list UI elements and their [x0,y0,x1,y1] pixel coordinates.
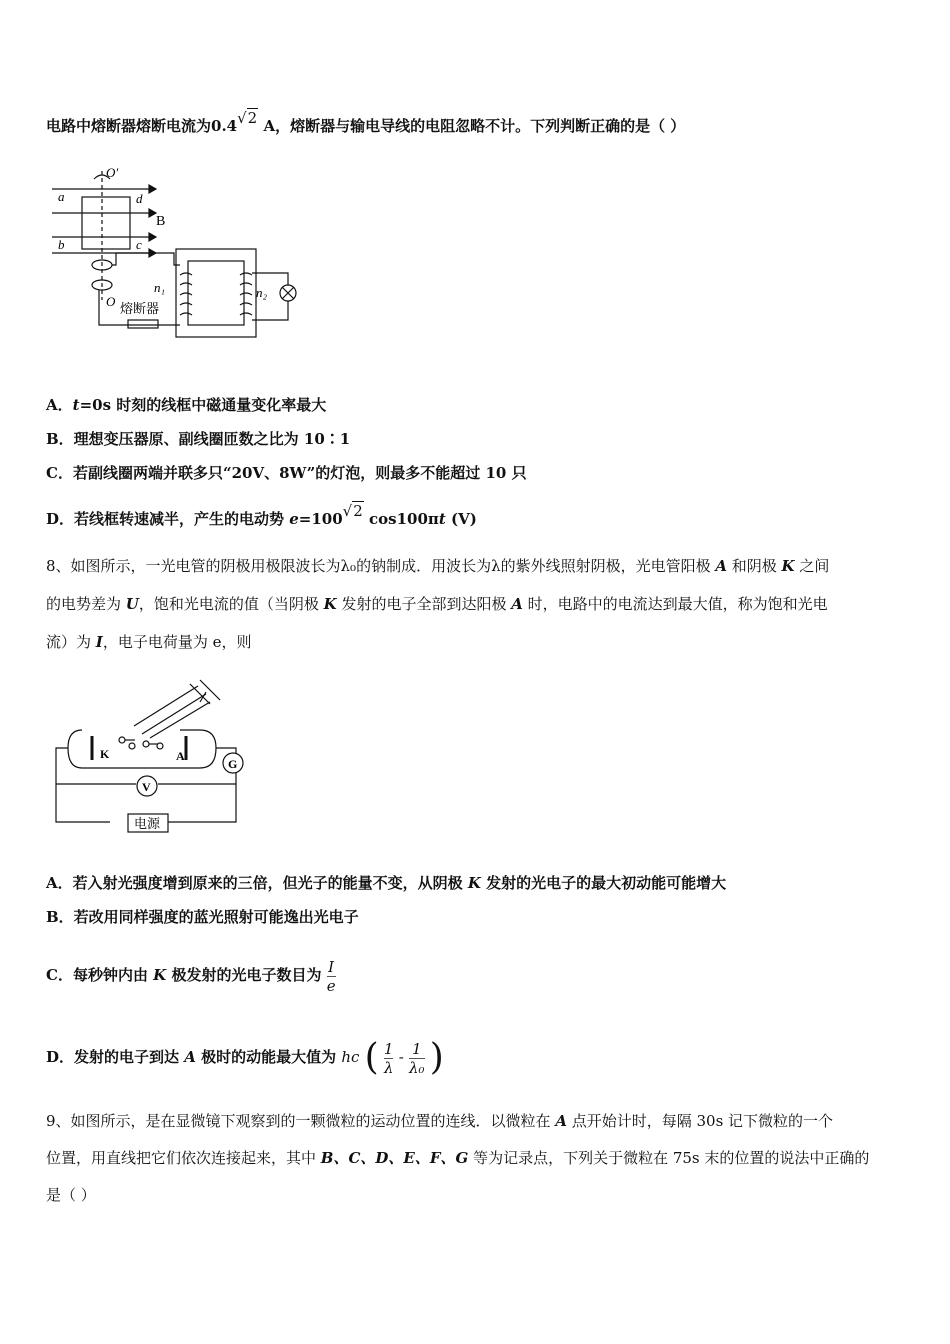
label-o: O [106,294,116,309]
q8-option-d[interactable]: D．发射的电子到达 A 极时的动能最大值为 hc ( $\frac{1}{\lambda}$ - $\frac{1}{\text{λ₀}}$ ) [46,1037,444,1078]
q7-option-b[interactable]: B．理想变压器原、副线圈匝数之比为 10∶1 [46,430,351,448]
q8-stem-line1 [46,556,829,576]
q7-option-d-prefix: D．若线框转速减半，产生的电动势 [46,510,290,528]
label-d: d [136,191,143,206]
label-fuse: 熔断器 [120,301,160,316]
q8-l2-b: ，饱和光电流的值（当阴极 [138,595,324,613]
q9-l2-a: 位置，用直线把它们依次连接起来，其中 [46,1149,321,1167]
q7-option-a-text: =0s 时刻的线框中磁通量变化率最大 [79,396,327,414]
q8-l1-a: 8、如图所示，一光电管的阴极用极限波长为λ₀的钠制成．用波长为λ的紫外线照射阴极，光电管阳极 [46,557,716,575]
q7-option-d-eq: =100 [298,510,343,528]
q8-l2-c: 发射的电子全部到达阳极 [336,595,512,613]
frac-num: 1 [409,1040,425,1059]
label-V: V [142,780,151,794]
q8-option-a-K: K [467,874,481,892]
q8-l2-A: A [511,595,523,613]
q9-stem-line1 [46,1111,833,1131]
q7-option-d-t: t [438,510,446,528]
q7-option-d[interactable] [46,502,477,529]
q8-l2-a: 的电势差为 [46,595,126,613]
q9-l1-a: 9、如图所示，是在显微镜下观察到的一颗微粒的运动位置的连线．以微粒在 [46,1112,556,1130]
q8-option-b[interactable]: B．若改用同样强度的蓝光照射可能逸出光电子 [46,908,359,926]
frac-num: I [328,957,335,976]
q7-option-d-unit: (V) [445,510,477,528]
q8-stem-line2 [46,594,828,614]
q9-stem-line2 [46,1148,869,1168]
q7-option-a[interactable] [46,395,326,415]
q7-stem-text-2: A，熔断器与输电导线的电阻忽略不计。下列判断正确的是（ ） [258,117,686,135]
q7-option-d-var: e [289,510,299,528]
q9-stem-line3: 是（ ） [46,1186,96,1204]
q8-l3-b: ，电子电荷量为 e，则 [102,633,252,651]
fraction-1-over-lambda0 [409,1040,425,1077]
q8-l1-b: 和阴极 [726,557,782,575]
q8-l2-K: K [323,595,337,613]
q9-l2-points: B、C、D、E、F、G [320,1149,469,1167]
minus-sign: - [398,1048,404,1066]
q8-option-d-text-2: 极时的动能最大值为 [195,1048,337,1066]
label-power: 电源 [134,816,161,831]
label-K: K [100,747,110,761]
q7-option-c[interactable]: C．若副线圈两端并联多只“20V、8W”的灯泡，则最多不能超过 10 只 [46,464,527,482]
label-a: a [58,189,65,204]
q8-l1-c: 之间 [794,557,830,575]
q8-option-a[interactable] [46,873,726,893]
label-oprime: O′ [106,165,119,180]
q7-generator-diagram [44,165,304,345]
q8-option-d-A: A [184,1048,196,1066]
q8-l3-I: I [95,633,103,651]
q8-option-c-K: K [153,966,167,984]
q8-stem-line3 [46,632,251,652]
q9-l1-A: A [555,1112,567,1130]
q8-option-c-text-2: 极发射的光电子数目为 [166,966,322,984]
q7-stem [46,109,686,136]
sqrt-symbol: √2 [237,109,258,127]
frac-den: λ₀ [409,1058,425,1077]
q8-l3-a: 流）为 [46,633,96,651]
fraction-I-over-e [327,958,336,995]
q8-phototube-diagram [50,672,250,840]
frac-den: λ [383,1058,394,1077]
label-G: G [228,757,238,771]
q8-option-c[interactable] [46,952,336,998]
fraction-1-over-lambda [384,1040,394,1077]
q7-option-a-prefix: A． [46,396,73,414]
label-n2: n₂ [256,285,268,300]
sqrt-symbol: √2 [342,502,363,520]
q8-option-c-text: C．每秒钟内由 [46,966,154,984]
label-B: B [156,214,166,229]
q8-l2-d: 时，电路中的电流达到最大值，称为饱和光电 [522,595,828,613]
label-n1: n₁ [154,280,166,295]
q7-stem-text: 电路中熔断器熔断电流为0.4 [46,117,238,135]
q8-l1-A: A [715,557,727,575]
q8-option-a-text: A．若入射光强度增到原来的三倍，但光子的能量不变，从阴极 [46,874,468,892]
q7-option-a-var: t [72,396,80,414]
label-c: c [136,237,142,252]
q7-option-d-root: 2 [353,502,363,520]
q9-l1-b: 点开始计时，每隔 30s 记下微粒的一个 [566,1112,834,1130]
q7-stem-root: 2 [247,109,258,127]
label-A: A [176,749,185,763]
frac-den: e [326,976,336,995]
q8-option-d-text: D．发射的电子到达 [46,1048,185,1066]
q8-option-d-hc: hc [341,1048,360,1066]
q8-l2-U: U [125,595,139,613]
q8-l1-K: K [781,557,795,575]
label-b: b [58,237,65,252]
q8-option-a-text-2: 发射的光电子的最大初动能可能增大 [480,874,727,892]
q7-option-d-tail: cos100π [363,510,439,528]
q9-l2-b: 等为记录点，下列关于微粒在 75s 末的位置的说法中正确的 [468,1149,870,1167]
frac-num: 1 [383,1039,394,1058]
